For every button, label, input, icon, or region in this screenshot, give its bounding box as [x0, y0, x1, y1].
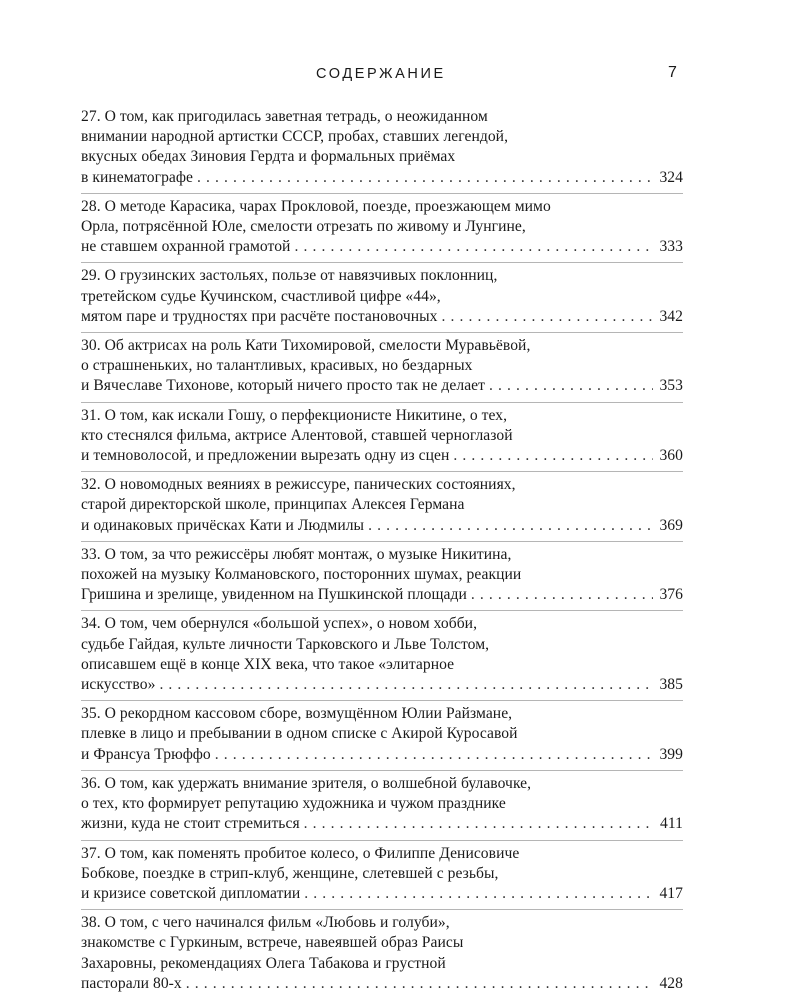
toc-entry: [81, 841, 683, 911]
toc-entry-line: Орла, потрясённой Юле, смелости отрезать по живому и Лунгине,: [81, 218, 526, 236]
toc-page-number: 333: [659, 238, 683, 256]
toc-entry: [81, 104, 683, 194]
toc-entry-line: 37. О том, как поменять пробитое колесо, о Филиппе Денисовиче: [81, 844, 520, 862]
dot-leader: [304, 884, 653, 904]
dot-leader: [294, 237, 653, 257]
toc-page-number: 360: [659, 447, 683, 465]
toc-entry: [81, 333, 683, 403]
toc-entry: [81, 194, 683, 264]
toc-entry: [81, 910, 683, 999]
dot-leader: [186, 974, 654, 994]
toc-page-number: 369: [659, 516, 683, 534]
toc-entry-last-line: [81, 675, 683, 695]
toc-entry-line: плевке в лицо и пребывании в одном списке с Акирой Куросавой: [81, 725, 518, 743]
page-number: 7: [668, 64, 677, 81]
toc-entry-line: Бобкове, поездке в стрип-клуб, женщине, слетевшей с резьбы,: [81, 864, 499, 882]
toc-entry-line: 34. О том, чем обернулся «большой успех», о новом хобби,: [81, 615, 478, 633]
dot-leader: [215, 745, 654, 765]
toc-entry-line: третейском судье Кучинском, счастливой цифре «44»,: [81, 287, 441, 305]
toc-entry: [81, 611, 683, 701]
toc-page-number: 353: [659, 377, 683, 395]
toc-page-number: 428: [659, 974, 683, 992]
toc-entry-line: 30. Об актрисах на роль Кати Тихомировой, смелости Муравьёвой,: [81, 337, 531, 355]
toc-entry-line: о страшненьких, но талантливых, красивых, но бездарных: [81, 357, 473, 375]
toc-entry-last-line: [81, 516, 683, 536]
toc-page-number: 399: [659, 745, 683, 763]
toc-entry-last-line: [81, 307, 683, 327]
toc-page-number: 376: [659, 586, 683, 604]
toc-entry-line: описавшем ещё в конце XIX века, что такое «элитарное: [81, 655, 455, 673]
toc-entry-line: о тех, кто формирует репутацию художника и чужом празднике: [81, 795, 506, 813]
toc-entry-line: 36. О том, как удержать внимание зрителя, о волшебной булавочке,: [81, 774, 532, 792]
toc-entry-line: жизни, куда не стоит стремиться: [81, 815, 300, 833]
toc-entry-line: и Вячеславе Тихонове, который ничего просто так не делает: [81, 377, 486, 395]
toc-entry-line: старой директорской школе, принципах Алексея Германа: [81, 496, 465, 514]
table-of-contents: [81, 104, 683, 999]
toc-entry-line: знакомстве с Гуркиным, встрече, навеявшей образ Раисы: [81, 934, 464, 952]
dot-leader: [368, 516, 653, 536]
toc-entry-line: судьбе Гайдая, культе личности Тарковского и Льве Толстом,: [81, 635, 490, 653]
dot-leader: [442, 307, 654, 327]
toc-entry-line: и Франсуа Трюффо: [81, 745, 211, 763]
dot-leader: [197, 168, 653, 188]
toc-entry-line: 27. О том, как пригодилась заветная тетрадь, о неожиданном: [81, 108, 488, 125]
toc-entry-line: в кинематографе: [81, 168, 194, 186]
running-header: [0, 66, 800, 86]
toc-entry-last-line: [81, 446, 683, 466]
toc-entry: [81, 701, 683, 771]
toc-entry: [81, 263, 683, 333]
toc-entry-line: 35. О рекордном кассовом сборе, возмущённом Юлии Райзмане,: [81, 705, 513, 723]
toc-entry-line: 29. О грузинских застольях, пользе от навязчивых поклонниц,: [81, 267, 498, 285]
toc-page-number: 342: [659, 307, 683, 325]
toc-entry-line: и одинаковых причёсках Кати и Людмилы: [81, 516, 365, 534]
toc-entry-line: не ставшем охранной грамотой: [81, 238, 291, 256]
running-title: СОДЕРЖАНИЕ: [316, 66, 446, 82]
toc-entry-line: 28. О методе Карасика, чарах Прокловой, поезде, проезжающем мимо: [81, 197, 551, 215]
dot-leader: [159, 675, 653, 695]
toc-entry-last-line: [81, 884, 683, 904]
toc-entry: [81, 542, 683, 612]
toc-entry-line: Гришина и зрелище, увиденном на Пушкинской площади: [81, 586, 467, 604]
toc-entry-line: и темноволосой, и предложении вырезать одну из сцен: [81, 447, 450, 465]
toc-entry-line: вкусных обедах Зиновия Гердта и формальных приёмах: [81, 148, 456, 166]
toc-entry-line: искусство»: [81, 676, 156, 694]
toc-entry: [81, 403, 683, 473]
toc-entry-line: внимании народной артистки СССР, пробах, ставших легендой,: [81, 128, 509, 146]
toc-entry-line: похожей на музыку Колмановского, посторонних шумах, реакции: [81, 566, 522, 584]
toc-entry-line: Захаровны, рекомендациях Олега Табакова и грустной: [81, 954, 446, 972]
toc-entry-line: 33. О том, за что режиссёры любят монтаж, о музыке Никитина,: [81, 545, 512, 563]
toc-entry-line: 31. О том, как искали Гошу, о перфекционисте Никитине, о тех,: [81, 406, 508, 424]
dot-leader: [471, 585, 654, 605]
toc-entry-last-line: [81, 745, 683, 765]
toc-page-number: 411: [660, 815, 683, 833]
toc-page-number: 324: [659, 168, 683, 186]
dot-leader: [304, 814, 654, 834]
toc-entry-last-line: [81, 585, 683, 605]
toc-entry: [81, 771, 683, 841]
toc-entry-last-line: [81, 814, 683, 834]
toc-entry-last-line: [81, 376, 683, 396]
toc-entry-line: пасторали 80-х: [81, 974, 182, 992]
toc-entry-line: кто стеснялся фильма, актрисе Алентовой, ставшей черноглазой: [81, 426, 513, 444]
toc-page-number: 417: [659, 884, 683, 902]
dot-leader: [453, 446, 653, 466]
toc-entry-line: 38. О том, с чего начинался фильм «Любовь и голуби»,: [81, 914, 450, 932]
toc-page-number: 385: [659, 676, 683, 694]
toc-entry-line: и кризисе советской дипломатии: [81, 884, 301, 902]
dot-leader: [489, 376, 653, 396]
toc-entry: [81, 472, 683, 542]
toc-entry-line: 32. О новомодных веяниях в режиссуре, панических состояниях,: [81, 476, 516, 494]
toc-entry-last-line: [81, 974, 683, 994]
toc-entry-last-line: [81, 168, 683, 188]
toc-entry-last-line: [81, 237, 683, 257]
toc-entry-line: мятом паре и трудностях при расчёте постановочных: [81, 307, 438, 325]
